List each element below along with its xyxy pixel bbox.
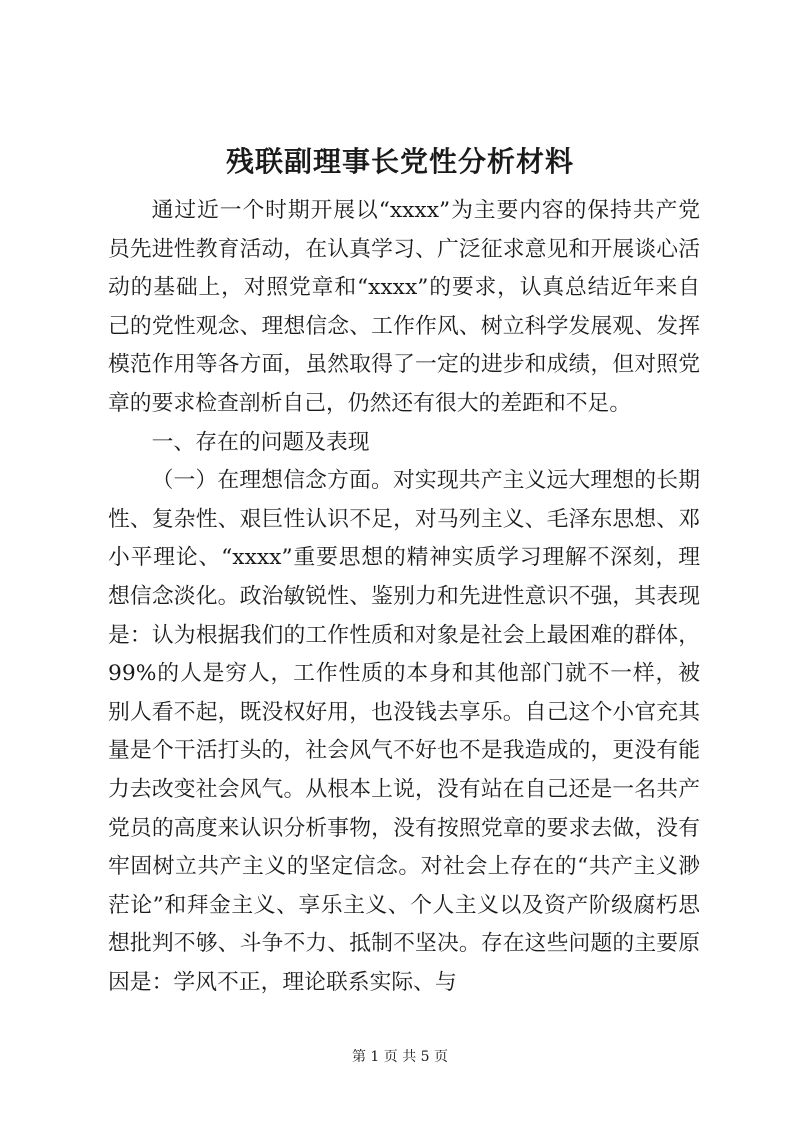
page-footer: 第 1 页 共 5 页 xyxy=(351,1049,449,1065)
section-heading: 一、存在的问题及表现 xyxy=(151,429,370,455)
paragraph-intro: 通过近一个时期开展以“xxxx”为主要内容的保持共产党员先进性教育活动，在认真学习、广泛征求意见和开展谈心活动的基础上，对照党章和“xxxx”的要求，认真总结近年来自己的党性观念、理想信念、工作作风、树立科学发展观、发挥模范作用等各方面，虽然取得了一定的进步和成绩，但对照党章的要求检查剖析自己，仍然还有很大的差距和不足。 xyxy=(108,198,700,416)
paragraph-ideals: （一）在理想信念方面。对实现共产主义远大理想的长期性、复杂性、艰巨性认识不足，对马列主义、毛泽东思想、邓小平理论、“xxxx”重要思想的精神实质学习理解不深刻，理想信念淡化。政治敏锐性、鉴别力和先进性意识不强，其表现是：认为根据我们的工作性质和对象是社会上最困难的群体，99%的人是穷人，工作性质的本身和其他部门就不一样，被别人看不起，既没权好用，也没钱去享乐。自己这个小官充其量是个干活打头的，社会风气不好也不是我造成的，更没有能力去改变社会风气。从根本上说，没有站在自己还是一名共产党员的高度来认识分析事物，没有按照党章的要求去做，没有牢固树立共产主义的坚定信念。对社会上存在的“共产主义渺茫论”和拜金主义、享乐主义、个人主义以及资产阶级腐朽思想批判不够、斗争不力、抵制不坚决。存在这些问题的主要原因是：学风不正，理论联系实际、与 xyxy=(108,468,700,995)
document-body xyxy=(108,192,700,1002)
document-title: 残联副理事长党性分析材料 xyxy=(225,145,574,178)
